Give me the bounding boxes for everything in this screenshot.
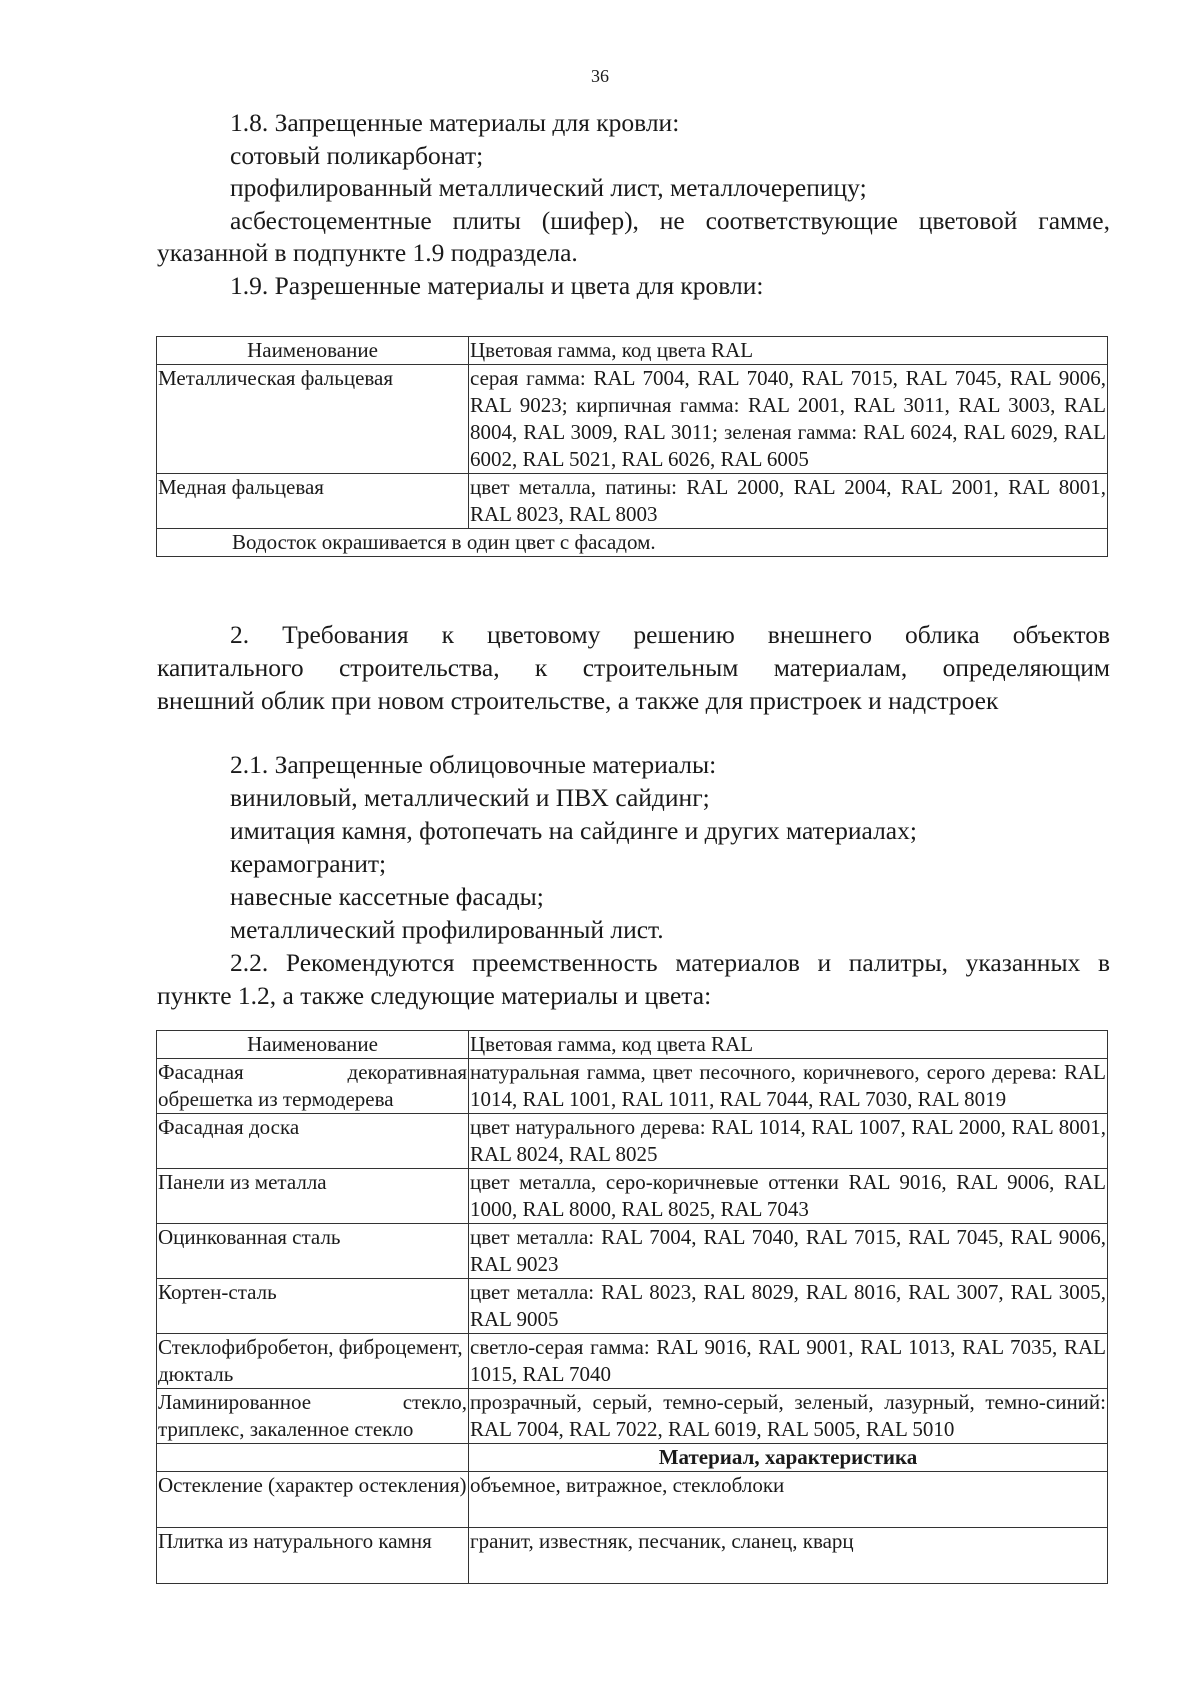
table-cell-colors: светло-серая гамма: RAL 9016, RAL 9001, RAL 1013, RAL 7035, RAL 1015, RAL 7040: [469, 1334, 1108, 1389]
table-cell-colors: цвет металла: RAL 7004, RAL 7040, RAL 7015, RAL 7045, RAL 9006, RAL 9023: [469, 1224, 1108, 1279]
section-2-2-line: 2.2. Рекомендуются преемственность материалов и палитры, указанных в: [230, 948, 1110, 977]
table-cell-name: Металлическая фальцевая: [157, 365, 469, 474]
table-cell-name: Фасадная доска: [157, 1114, 469, 1169]
table-cell-name: Оцинкованная сталь: [157, 1224, 469, 1279]
table-cell-name: Ламинированное стекло, триплекс, закаленное стекло: [157, 1389, 469, 1444]
table-row: [157, 474, 1108, 529]
table-row: [157, 1059, 1108, 1114]
table-row: [157, 1528, 1108, 1584]
facade-materials-table: [156, 1030, 1108, 1584]
table-cell-colors: цвет металла: RAL 8023, RAL 8029, RAL 8016, RAL 3007, RAL 3005, RAL 9005: [469, 1279, 1108, 1334]
table-cell-colors: цвет металла, патины: RAL 2000, RAL 2004, RAL 2001, RAL 8001, RAL 8023, RAL 8003: [469, 474, 1108, 529]
table-row: [157, 1224, 1108, 1279]
table-row: [157, 1389, 1108, 1444]
section-2-line: капитального строительства, к строительным материалам, определяющим: [157, 653, 1110, 682]
table-footer-row: [157, 529, 1108, 557]
table-row: [157, 1114, 1108, 1169]
table-row: [157, 1472, 1108, 1528]
table-cell-value: гранит, известняк, песчаник, сланец, кварц: [469, 1528, 1108, 1584]
table-cell-name: Плитка из натурального камня: [157, 1528, 469, 1584]
list-item-line: асбестоцементные плиты (шифер), не соответствующие цветовой гамме,: [230, 206, 1110, 235]
table-cell-colors: серая гамма: RAL 7004, RAL 7040, RAL 7015, RAL 7045, RAL 9006, RAL 9023; кирпичная гамма: RAL 2001, RAL 3011, RAL 3003, RAL 8004, RAL 3009, RAL 3011; зеленая гамма: RAL 6024, RAL 6029, RAL 6002, RAL 5021, RAL 6026, RAL 6005: [469, 365, 1108, 474]
table-footer-note: Водосток окрашивается в один цвет с фасадом.: [157, 529, 1108, 557]
table-cell-name: Фасадная декоративная обрешетка из термодерева: [157, 1059, 469, 1114]
table-header-colors: Цветовая гамма, код цвета RAL: [469, 1031, 1108, 1059]
list-item: профилированный металлический лист, металлочерепицу;: [230, 173, 867, 202]
section-2-1-heading: 2.1. Запрещенные облицовочные материалы:: [230, 750, 717, 779]
section-1-9-heading: 1.9. Разрешенные материалы и цвета для кровли:: [230, 271, 764, 300]
table-cell-colors: цвет металла, серо-коричневые оттенки RAL 9016, RAL 9006, RAL 1000, RAL 8000, RAL 8025, RAL 7043: [469, 1169, 1108, 1224]
section-2-line: 2. Требования к цветовому решению внешнего облика объектов: [230, 620, 1110, 649]
table-cell-colors: натуральная гамма, цвет песочного, коричневого, серого дерева: RAL 1014, RAL 1001, RAL 1011, RAL 7044, RAL 7030, RAL 8019: [469, 1059, 1108, 1114]
table-row: [157, 1279, 1108, 1334]
table-header-name: Наименование: [157, 1031, 469, 1059]
table-cell-name: Кортен-сталь: [157, 1279, 469, 1334]
table-cell-name: Остекление (характер остекления): [157, 1472, 469, 1528]
list-item: виниловый, металлический и ПВХ сайдинг;: [230, 783, 710, 812]
list-item: навесные кассетные фасады;: [230, 882, 544, 911]
page-number: 36: [591, 66, 609, 86]
table-row: [157, 1169, 1108, 1224]
table-cell-colors: цвет натурального дерева: RAL 1014, RAL 1007, RAL 2000, RAL 8001, RAL 8024, RAL 8025: [469, 1114, 1108, 1169]
table-row: [157, 365, 1108, 474]
table-cell-empty: [157, 1444, 469, 1472]
table-subheader: Материал, характеристика: [469, 1444, 1108, 1472]
table-header-name: Наименование: [157, 337, 469, 365]
section-2-2-line: пункте 1.2, а также следующие материалы и цвета:: [157, 981, 712, 1010]
table-cell-value: объемное, витражное, стеклоблоки: [469, 1472, 1108, 1528]
table-header-row: [157, 1031, 1108, 1059]
table-cell-colors: прозрачный, серый, темно-серый, зеленый, лазурный, темно-синий: RAL 7004, RAL 7022, RAL 6019, RAL 5005, RAL 5010: [469, 1389, 1108, 1444]
table-cell-name: Стеклофибробетон, фиброцемент, дюкталь: [157, 1334, 469, 1389]
roof-materials-table: [156, 336, 1108, 557]
table-cell-name: Медная фальцевая: [157, 474, 469, 529]
table-subheader-row: [157, 1444, 1108, 1472]
list-item: металлический профилированный лист.: [230, 915, 664, 944]
table-row: [157, 1334, 1108, 1389]
table-cell-name: Панели из металла: [157, 1169, 469, 1224]
table-header-colors: Цветовая гамма, код цвета RAL: [469, 337, 1108, 365]
list-item: сотовый поликарбонат;: [230, 141, 484, 170]
section-1-8-heading: 1.8. Запрещенные материалы для кровли:: [230, 108, 680, 137]
list-item-line: указанной в подпункте 1.9 подраздела.: [157, 238, 578, 267]
list-item: имитация камня, фотопечать на сайдинге и других материалах;: [230, 816, 917, 845]
section-2-line: внешний облик при новом строительстве, а также для пристроек и надстроек: [157, 686, 999, 715]
table-header-row: [157, 337, 1108, 365]
list-item: керамогранит;: [230, 849, 387, 878]
